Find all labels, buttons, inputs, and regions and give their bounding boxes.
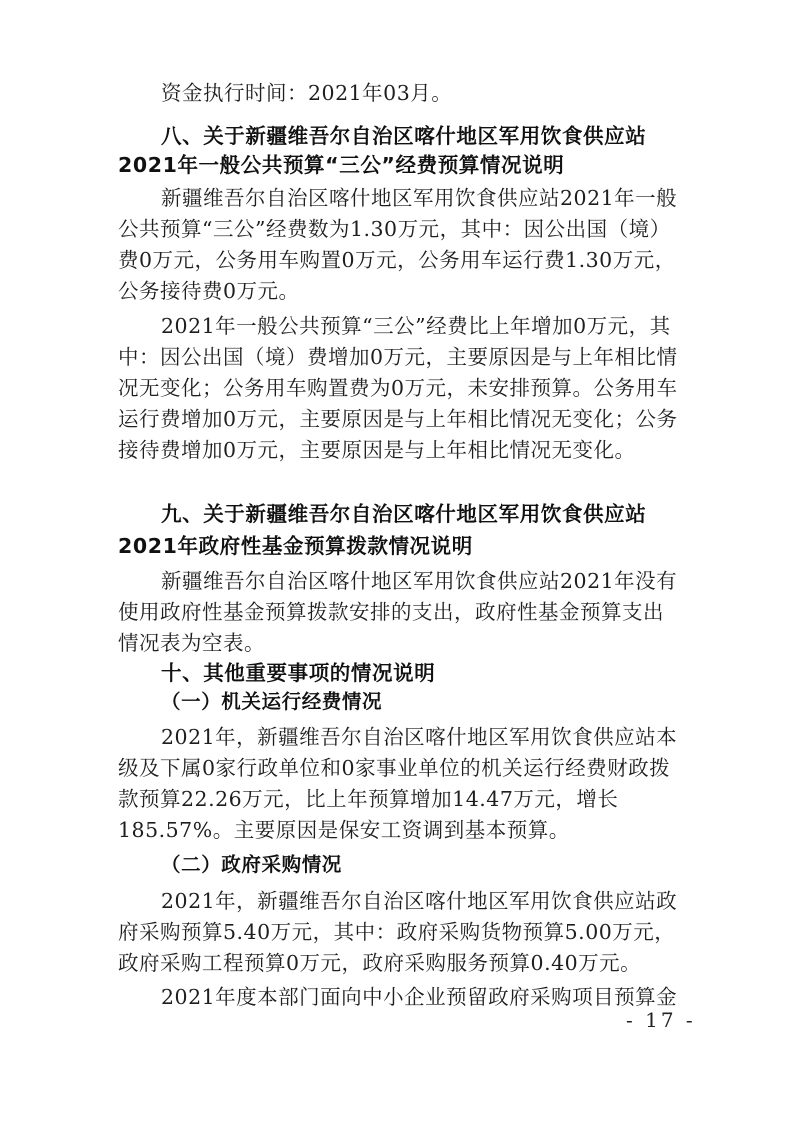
page-number: - 17 - xyxy=(626,1008,696,1032)
body-text-line: 2021年，新疆维吾尔自治区喀什地区军用饮食供应站政 xyxy=(161,889,678,913)
body-text-line: 接待费增加0万元，主要原因是与上年相比情况无变化。 xyxy=(118,438,636,462)
section-heading-8: 八、关于新疆维吾尔自治区喀什地区军用饮食供应站 xyxy=(161,124,647,148)
body-text-line: 级及下属0家行政单位和0家事业单位的机关运行经费财政拨 xyxy=(118,756,671,780)
body-text-line: 资金执行时间：2021年03月。 xyxy=(161,81,453,105)
body-text-line: 运行费增加0万元，主要原因是与上年相比情况无变化；公务 xyxy=(118,407,678,431)
section-heading-8-cont: 2021年一般公共预算“三公”经费预算情况说明 xyxy=(118,153,565,177)
body-text-line: 新疆维吾尔自治区喀什地区军用饮食供应站2021年一般 xyxy=(161,186,678,210)
subsection-heading-2: （二）政府采购情况 xyxy=(161,853,342,876)
body-text-line: 况无变化；公务用车购置费为0万元，未安排预算。公务用车 xyxy=(118,376,678,400)
body-text-line: 185.57%。主要原因是保安工资调到基本预算。 xyxy=(118,818,570,842)
body-text-line: 政府采购工程预算0万元，政府采购服务预算0.40万元。 xyxy=(118,951,642,975)
body-text-line: 情况表为空表。 xyxy=(118,631,265,655)
body-text-line: 2021年一般公共预算“三公”经费比上年增加0万元，其 xyxy=(161,314,671,338)
body-text-line: 费0万元，公务用车购置0万元，公务用车运行费1.30万元， xyxy=(118,248,676,272)
section-heading-10: 十、其他重要事项的情况说明 xyxy=(161,661,436,685)
body-text-line: 府采购预算5.40万元，其中：政府采购货物预算5.00万元， xyxy=(118,920,676,944)
subsection-heading-1: （一）机关运行经费情况 xyxy=(161,690,383,713)
body-text-line: 2021年度本部门面向中小企业预留政府采购项目预算金 xyxy=(161,985,678,1009)
section-heading-9: 九、关于新疆维吾尔自治区喀什地区军用饮食供应站 xyxy=(161,502,647,526)
body-text-line: 新疆维吾尔自治区喀什地区军用饮食供应站2021年没有 xyxy=(161,569,678,593)
body-text-line: 2021年，新疆维吾尔自治区喀什地区军用饮食供应站本 xyxy=(161,725,678,749)
body-text-line: 公共预算“三公”经费数为1.30万元，其中：因公出国（境） xyxy=(118,217,671,241)
body-text-line: 款预算22.26万元，比上年预算增加14.47万元，增长 xyxy=(118,787,619,811)
body-text-line: 中：因公出国（境）费增加0万元，主要原因是与上年相比情 xyxy=(118,345,678,369)
section-heading-9-cont: 2021年政府性基金预算拨款情况说明 xyxy=(118,534,473,558)
body-text-line: 公务接待费0万元。 xyxy=(118,279,300,303)
body-text-line: 使用政府性基金预算拨款安排的支出，政府性基金预算支出 xyxy=(118,600,664,624)
